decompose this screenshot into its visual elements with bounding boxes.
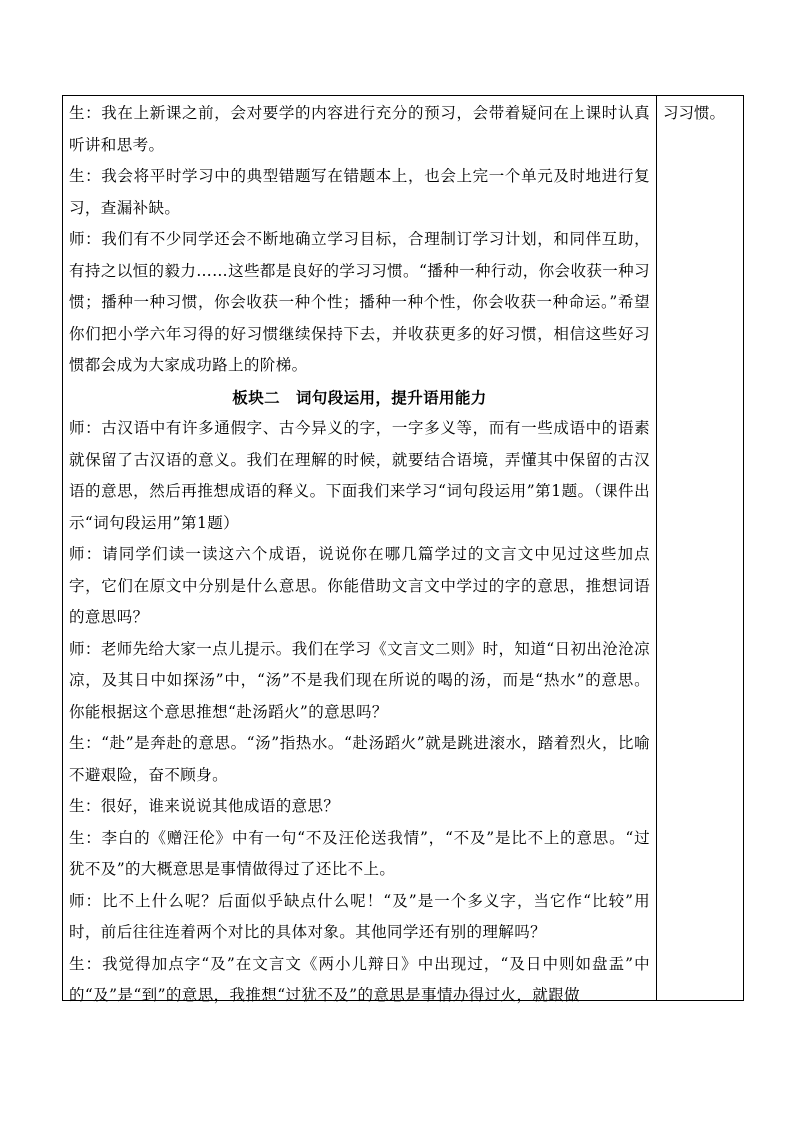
side-note-text: 习习惯。 bbox=[663, 104, 726, 122]
dialogue-paragraph: 师：古汉语中有许多通假字、古今异义的字，一字多义等，而有一些成语中的语素就保留了古汉语的意义。我们在理解的时候，就要结合语境，弄懂其中保留的古汉语的意思，然后再推想成语的释义。下面我们来学习“词句段运用”第1题。（课件出示“词句段运用”第1题） bbox=[69, 419, 650, 532]
column-divider bbox=[656, 96, 657, 1000]
lesson-content-cell bbox=[63, 96, 656, 1012]
section-heading: 板块二 词句段运用，提升语用能力 bbox=[232, 387, 487, 407]
dialogue-paragraph: 师：老师先给大家一点儿提示。我们在学习《文言文二则》时，知道“日初出沧沧凉凉，及其日中如探汤”中，“汤”不是我们现在所说的喝的汤，而是“热水”的意思。你能根据这个意思推想“赴汤蹈火”的意思吗？ bbox=[69, 639, 650, 721]
lesson-plan-table bbox=[62, 95, 744, 1004]
dialogue-paragraph: 师：请同学们读一读这六个成语，说说你在哪几篇学过的文言文中见过这些加点字，它们在原文中分别是什么意思。你能借助文言文中学过的字的意思，推想词语的意思吗？ bbox=[69, 545, 650, 626]
dialogue-paragraph: 生：李白的《赠汪伦》中有一句“不及汪伦送我情”，“不及”是比不上的意思。“过犹不及”的大概意思是事情做得过了还比不上。 bbox=[69, 828, 650, 878]
design-intent-cell bbox=[657, 96, 744, 130]
dialogue-paragraph: 生：我会将平时学习中的典型错题写在错题本上，也会上完一个单元及时地进行复习，查漏补缺。 bbox=[69, 167, 650, 217]
dialogue-paragraph: 生：很好，谁来说说其他成语的意思？ bbox=[69, 797, 340, 815]
dialogue-paragraph: 生：我觉得加点字“及”在文言文《两小儿辩日》中出现过，“及日中则如盘盂”中的“及”是“到”的意思，我推想“过犹不及”的意思是事情办得过火，就跟做 bbox=[69, 954, 650, 1004]
dialogue-paragraph: 生：我在上新课之前，会对要学的内容进行充分的预习，会带着疑问在上课时认真听讲和思考。 bbox=[69, 104, 650, 154]
dialogue-paragraph: 师：比不上什么呢？后面似乎缺点什么呢！“及”是一个多义字，当它作“比较”用时，前后往往连着两个对比的具体对象。其他同学还有别的理解吗？ bbox=[69, 891, 650, 941]
dialogue-paragraph: 师：我们有不少同学还会不断地确立学习目标，合理制订学习计划，和同伴互助，有持之以恒的毅力……这些都是良好的学习习惯。“播种一种行动，你会收获一种习惯；播种一种习惯，你会收获一种个性；播种一种个性，你会收获一种命运。”希望你们把小学六年习得的好习惯继续保持下去，并收获更多的好习惯，相信这些好习惯都会成为大家成功路上的阶梯。 bbox=[69, 230, 650, 374]
dialogue-paragraph: 生：“赴”是奔赴的意思。“汤”指热水。“赴汤蹈火”就是跳进滚水，踏着烈火，比喻不避艰险，奋不顾身。 bbox=[69, 734, 650, 784]
